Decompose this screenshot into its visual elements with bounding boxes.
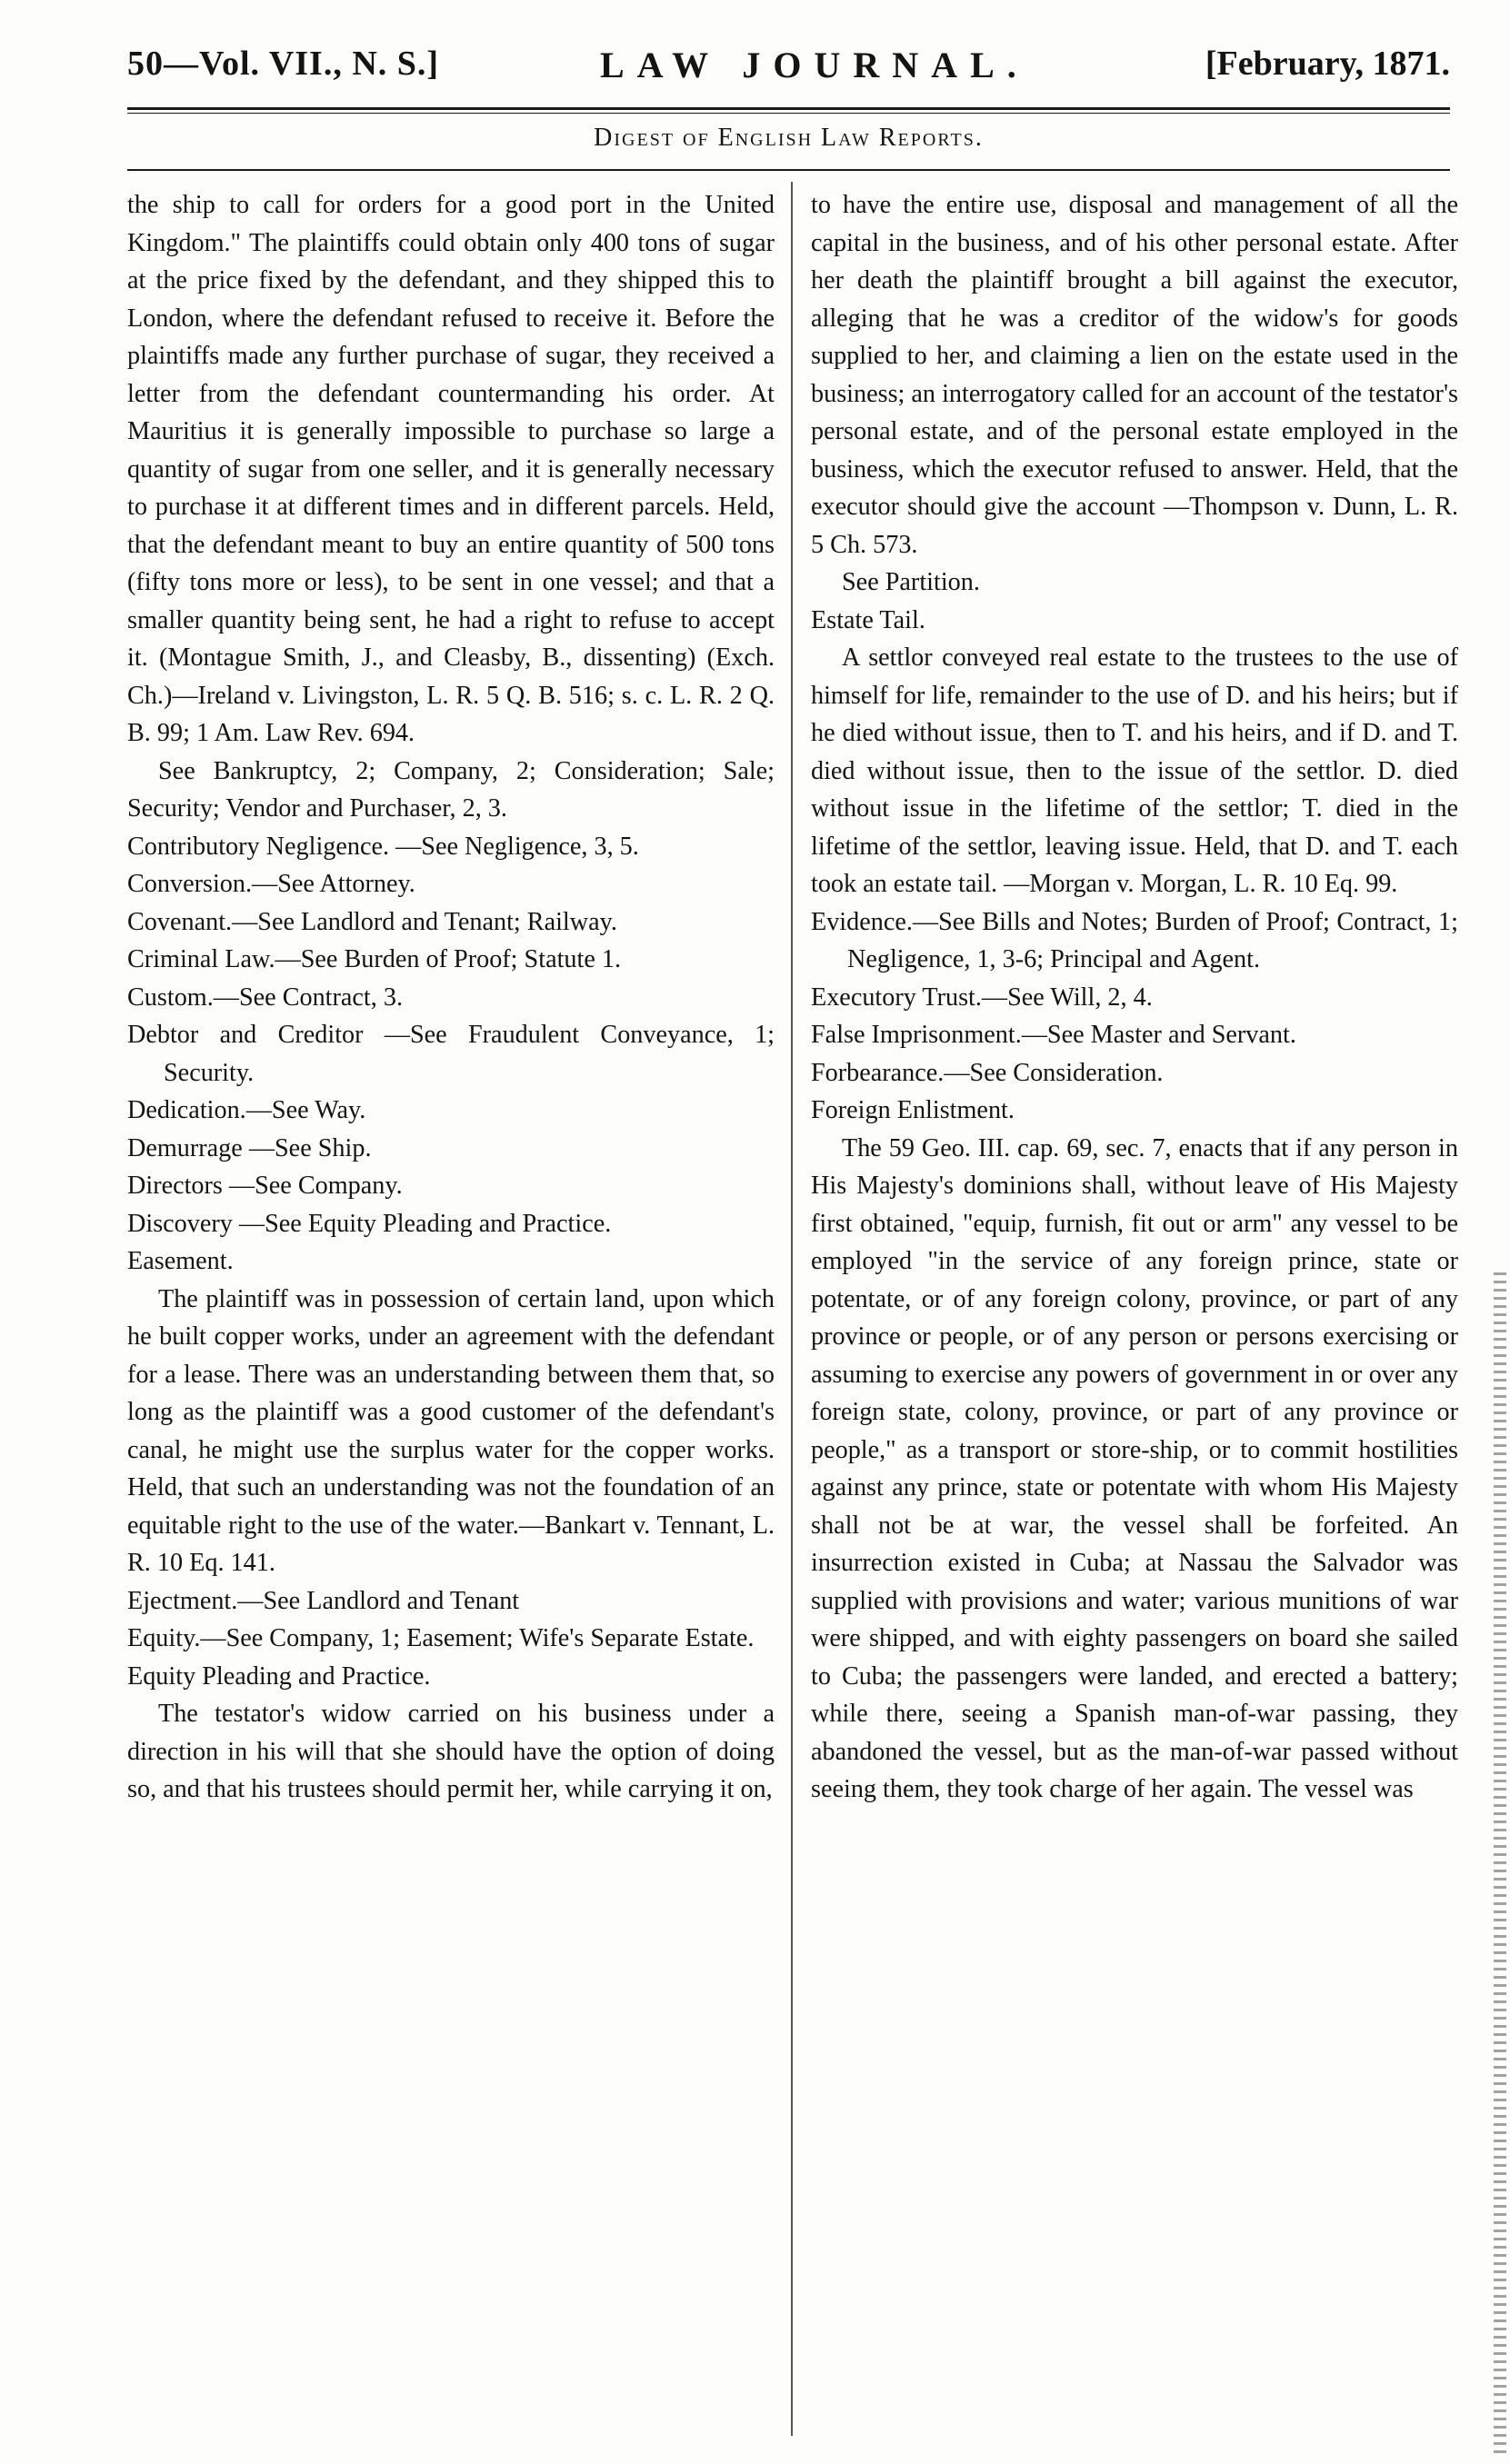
scan-edge-artifact [1494,1272,1506,2454]
digest-paragraph: The testator's widow carried on his business under a direction in his will that she should have the option of doing so, and that his trustees should permit her, while carrying it on, [127,1700,775,1803]
digest-entry: Covenant.—See Landlord and Tenant; Railway. [127,907,617,936]
digest-entry: Ejectment.—See Landlord and Tenant [127,1586,520,1615]
section-heading: Digest of English Law Reports. [594,124,984,152]
digest-entry: Demurrage —See Ship. [127,1133,372,1162]
digest-entry: Dedication.—See Way. [127,1096,366,1124]
section-rule [127,169,1450,171]
column-divider [791,182,793,2436]
digest-entry: Easement. [127,1247,234,1275]
digest-entry: Foreign Enlistment. [811,1096,1015,1124]
digest-entry: Contributory Negligence. —See Negligence, 3, 5. [127,832,639,861]
digest-entry: Debtor and Creditor —See Fraudulent Conveyance, 1; Security. [127,1021,775,1087]
digest-entry: Equity Pleading and Practice. [127,1661,431,1691]
digest-paragraph: to have the entire use, disposal and management of all the capital in the business, and of his other personal estate. After her death the plaintiff brought a bill against the executor, alleging that he was a creditor of the widow's for goods supplied to her, and claiming a lien on the estate used in the business; an interrogatory called for an account of the testator's personal estate, and of the personal estate employed in the business, which the executor refused to answer. Held, that the executor should give the account —Thompson v. Dunn, L. R. 5 Ch. 573. [811,191,1458,559]
digest-entry: Executory Trust.—See Will, 2, 4. [811,983,1153,1012]
digest-paragraph: The plaintiff was in possession of certain land, upon which he built copper works, under an agreement with the defendant for a lease. There was an understanding between them that, so long as the plaintiff was a good customer of the defendant's canal, he might use the surplus water for the copper works. Held, that such an understanding was not the foundation of an equitable right to the use of the water.—Bankart v. Tennant, L. R. 10 Eq. 141. [127,1284,775,1577]
left-column [127,186,775,1809]
right-column [811,186,1458,1809]
digest-paragraph: See Partition. [842,568,980,596]
digest-entry: Forbearance.—See Consideration. [811,1058,1164,1087]
digest-entry: Discovery —See Equity Pleading and Practice. [127,1209,612,1238]
issue-date: [February, 1871. [1205,45,1450,83]
digest-entry: Directors —See Company. [127,1172,403,1200]
volume-page-number: 50—Vol. VII., N. S.] [127,45,440,83]
digest-paragraph: See Bankruptcy, 2; Company, 2; Consideration; Sale; Security; Vendor and Purchaser, 2, 3. [127,756,775,823]
digest-entry: False Imprisonment.—See Master and Servant. [811,1021,1296,1049]
journal-title: LAW JOURNAL. [600,45,1029,85]
digest-entry: Estate Tail. [811,605,925,634]
digest-entry: Criminal Law.—See Burden of Proof; Statute 1. [127,945,622,973]
digest-paragraph: the ship to call for orders for a good port in the United Kingdom." The plaintiffs could obtain only 400 tons of sugar at the price fixed by the defendant, and they shipped this to London, where the defendant refused to receive it. Before the plaintiffs made any further purchase of sugar, they received a letter from the defendant countermanding his order. At Mauritius it is generally impossible to purchase so large a quantity of sugar from one seller, and it is generally necessary to purchase it at different times and in different parcels. Held, that the defendant meant to buy an entire quantity of 500 tons (fifty tons more or less), to be sent in one vessel; and that a smaller quantity being sent, he had a right to refuse to accept it. (Montague Smith, J., and Cleasby, B., dissenting) (Exch. Ch.)—Ireland v. Livingston, L. R. 5 Q. B. 516; s. c. L. R. 2 Q. B. 99; 1 Am. Law Rev. 694. [127,191,775,747]
running-head [127,44,1450,98]
digest-paragraph: The 59 Geo. III. cap. 69, sec. 7, enacts that if any person in His Majesty's dominions shall, without leave of His Majesty first obtained, "equip, furnish, fit out or arm" any vessel to be employed "in the service of any foreign prince, state or potentate, or of any foreign colony, province, or part of any province or people, or of any person or persons exercising or assuming to exercise any powers of government in or over any foreign state, colony, province, or part of any province or people," as a transport or store-ship, or to commit hostilities against any prince, state or potentate with whom His Majesty shall not be at war, the vessel shall be forfeited. An insurrection existed in Cuba; at Nassau the Salvador was supplied with provisions and water; various munitions of war were shipped, and with eighty passengers on board she sailed to Cuba; the passengers were landed, and erected a battery; while there, seeing a Spanish man-of-war passing, they abandoned the vessel, but as the man-of-war passed without seeing them, they took charge of her again. The vessel was [811,1133,1458,1803]
digest-entry: Conversion.—See Attorney. [127,870,415,898]
digest-entry: Evidence.—See Bills and Notes; Burden of Proof; Contract, 1; Negligence, 1, 3-6; Principal and Agent. [811,907,1458,973]
digest-entry: Equity.—See Company, 1; Easement; Wife's Separate Estate. [127,1624,755,1652]
header-rule-thick [127,107,1450,110]
digest-paragraph: A settlor conveyed real estate to the trustees to the use of himself for life, remainder to the use of D. and his heirs; but if he died without issue, then to T. and his heirs, and if D. and T. died without issue, then to the issue of the settlor. D. died without issue in the lifetime of the settlor; T. died in the lifetime of the settlor, leaving issue. Held, that D. and T. each took an estate tail. —Morgan v. Morgan, L. R. 10 Eq. 99. [811,643,1458,898]
header-rule-thin [127,113,1450,114]
digest-entry: Custom.—See Contract, 3. [127,983,403,1012]
